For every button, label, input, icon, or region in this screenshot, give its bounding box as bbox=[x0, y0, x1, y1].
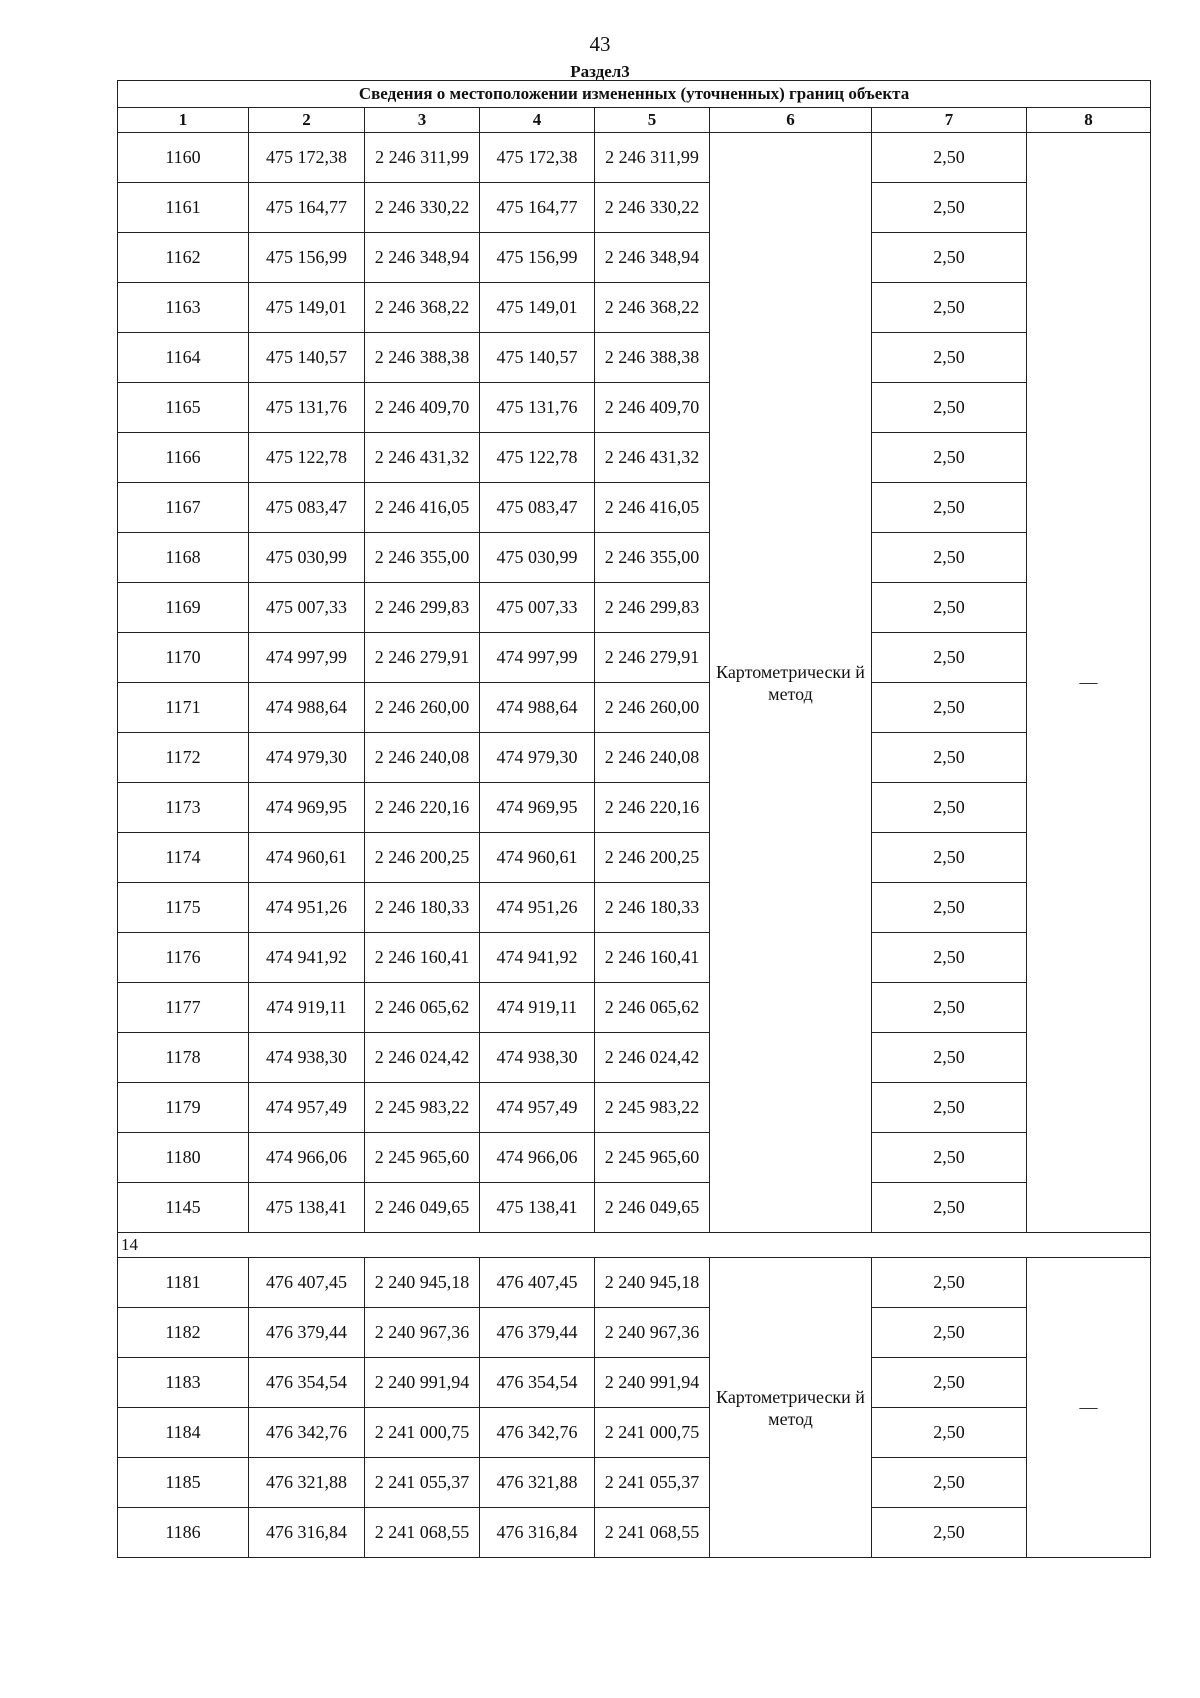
y-existing-cell: 2 246 431,32 bbox=[365, 433, 480, 483]
x-existing-cell: 474 938,30 bbox=[249, 1033, 365, 1083]
y-existing-cell: 2 246 409,70 bbox=[365, 383, 480, 433]
y-new-cell: 2 246 416,05 bbox=[595, 483, 710, 533]
accuracy-cell: 2,50 bbox=[872, 833, 1027, 883]
y-existing-cell: 2 240 945,18 bbox=[365, 1258, 480, 1308]
point-number-cell: 1161 bbox=[118, 183, 249, 233]
x-new-cell: 476 379,44 bbox=[480, 1308, 595, 1358]
method-cell: Картометрически й метод bbox=[710, 133, 872, 1233]
x-new-cell: 474 969,95 bbox=[480, 783, 595, 833]
x-existing-cell: 474 951,26 bbox=[249, 883, 365, 933]
y-existing-cell: 2 246 330,22 bbox=[365, 183, 480, 233]
accuracy-cell: 2,50 bbox=[872, 183, 1027, 233]
section-title: Раздел3 bbox=[570, 62, 630, 81]
y-existing-cell: 2 245 983,22 bbox=[365, 1083, 480, 1133]
x-existing-cell: 474 957,49 bbox=[249, 1083, 365, 1133]
x-existing-cell: 475 164,77 bbox=[249, 183, 365, 233]
y-existing-cell: 2 246 200,25 bbox=[365, 833, 480, 883]
point-number-cell: 1170 bbox=[118, 633, 249, 683]
y-new-cell: 2 246 348,94 bbox=[595, 233, 710, 283]
y-existing-cell: 2 246 260,00 bbox=[365, 683, 480, 733]
x-new-cell: 475 007,33 bbox=[480, 583, 595, 633]
description-cell: — bbox=[1027, 1258, 1151, 1558]
x-new-cell: 475 131,76 bbox=[480, 383, 595, 433]
y-new-cell: 2 241 000,75 bbox=[595, 1408, 710, 1458]
y-existing-cell: 2 246 355,00 bbox=[365, 533, 480, 583]
x-existing-cell: 475 156,99 bbox=[249, 233, 365, 283]
point-number-cell: 1177 bbox=[118, 983, 249, 1033]
y-new-cell: 2 246 065,62 bbox=[595, 983, 710, 1033]
table-row bbox=[118, 1458, 1151, 1508]
y-new-cell: 2 245 983,22 bbox=[595, 1083, 710, 1133]
y-existing-cell: 2 246 049,65 bbox=[365, 1183, 480, 1233]
x-new-cell: 475 140,57 bbox=[480, 333, 595, 383]
y-existing-cell: 2 246 024,42 bbox=[365, 1033, 480, 1083]
point-number-cell: 1168 bbox=[118, 533, 249, 583]
y-new-cell: 2 246 240,08 bbox=[595, 733, 710, 783]
accuracy-cell: 2,50 bbox=[872, 433, 1027, 483]
y-new-cell: 2 241 068,55 bbox=[595, 1508, 710, 1558]
x-new-cell: 474 941,92 bbox=[480, 933, 595, 983]
accuracy-cell: 2,50 bbox=[872, 1508, 1027, 1558]
y-existing-cell: 2 240 991,94 bbox=[365, 1358, 480, 1408]
y-new-cell: 2 240 945,18 bbox=[595, 1258, 710, 1308]
table-row bbox=[118, 283, 1151, 333]
x-new-cell: 474 960,61 bbox=[480, 833, 595, 883]
table-row bbox=[118, 583, 1151, 633]
accuracy-cell: 2,50 bbox=[872, 533, 1027, 583]
table-row bbox=[118, 983, 1151, 1033]
table-row bbox=[118, 883, 1151, 933]
x-existing-cell: 475 131,76 bbox=[249, 383, 365, 433]
point-number-cell: 1165 bbox=[118, 383, 249, 433]
column-number: 5 bbox=[595, 108, 710, 133]
column-number: 6 bbox=[710, 108, 872, 133]
group-label: 14 bbox=[118, 1233, 1151, 1258]
x-existing-cell: 476 321,88 bbox=[249, 1458, 365, 1508]
y-new-cell: 2 246 180,33 bbox=[595, 883, 710, 933]
accuracy-cell: 2,50 bbox=[872, 1183, 1027, 1233]
point-number-cell: 1182 bbox=[118, 1308, 249, 1358]
accuracy-cell: 2,50 bbox=[872, 1358, 1027, 1408]
accuracy-cell: 2,50 bbox=[872, 633, 1027, 683]
point-number-cell: 1183 bbox=[118, 1358, 249, 1408]
x-existing-cell: 474 979,30 bbox=[249, 733, 365, 783]
table-row bbox=[118, 183, 1151, 233]
y-existing-cell: 2 246 299,83 bbox=[365, 583, 480, 633]
accuracy-cell: 2,50 bbox=[872, 383, 1027, 433]
y-new-cell: 2 246 279,91 bbox=[595, 633, 710, 683]
column-number: 1 bbox=[118, 108, 249, 133]
accuracy-cell: 2,50 bbox=[872, 1133, 1027, 1183]
point-number-cell: 1169 bbox=[118, 583, 249, 633]
accuracy-cell: 2,50 bbox=[872, 1258, 1027, 1308]
x-new-cell: 474 979,30 bbox=[480, 733, 595, 783]
table-caption: Сведения о местоположении измененных (уточненных) границ объекта bbox=[118, 81, 1151, 108]
x-existing-cell: 475 122,78 bbox=[249, 433, 365, 483]
y-new-cell: 2 246 388,38 bbox=[595, 333, 710, 383]
table-row bbox=[118, 333, 1151, 383]
x-new-cell: 475 156,99 bbox=[480, 233, 595, 283]
y-existing-cell: 2 240 967,36 bbox=[365, 1308, 480, 1358]
point-number-cell: 1163 bbox=[118, 283, 249, 333]
x-existing-cell: 475 140,57 bbox=[249, 333, 365, 383]
table-row bbox=[118, 833, 1151, 883]
point-number-cell: 1181 bbox=[118, 1258, 249, 1308]
x-new-cell: 475 164,77 bbox=[480, 183, 595, 233]
group-label-row bbox=[118, 1233, 1151, 1258]
y-existing-cell: 2 246 065,62 bbox=[365, 983, 480, 1033]
accuracy-cell: 2,50 bbox=[872, 983, 1027, 1033]
accuracy-cell: 2,50 bbox=[872, 733, 1027, 783]
y-new-cell: 2 246 049,65 bbox=[595, 1183, 710, 1233]
x-existing-cell: 476 354,54 bbox=[249, 1358, 365, 1408]
table-row bbox=[118, 1133, 1151, 1183]
table-row bbox=[118, 1258, 1151, 1308]
y-new-cell: 2 246 409,70 bbox=[595, 383, 710, 433]
coordinates-table bbox=[117, 80, 1151, 1558]
x-existing-cell: 474 960,61 bbox=[249, 833, 365, 883]
table-row bbox=[118, 1408, 1151, 1458]
point-number-cell: 1178 bbox=[118, 1033, 249, 1083]
y-new-cell: 2 246 355,00 bbox=[595, 533, 710, 583]
x-new-cell: 474 957,49 bbox=[480, 1083, 595, 1133]
accuracy-cell: 2,50 bbox=[872, 1308, 1027, 1358]
x-new-cell: 474 966,06 bbox=[480, 1133, 595, 1183]
table-row bbox=[118, 133, 1151, 183]
x-new-cell: 475 149,01 bbox=[480, 283, 595, 333]
x-existing-cell: 475 030,99 bbox=[249, 533, 365, 583]
point-number-cell: 1176 bbox=[118, 933, 249, 983]
y-new-cell: 2 245 965,60 bbox=[595, 1133, 710, 1183]
point-number-cell: 1180 bbox=[118, 1133, 249, 1183]
y-existing-cell: 2 246 311,99 bbox=[365, 133, 480, 183]
table-row bbox=[118, 483, 1151, 533]
point-number-cell: 1166 bbox=[118, 433, 249, 483]
x-existing-cell: 474 919,11 bbox=[249, 983, 365, 1033]
point-number-cell: 1162 bbox=[118, 233, 249, 283]
y-new-cell: 2 246 220,16 bbox=[595, 783, 710, 833]
y-new-cell: 2 240 991,94 bbox=[595, 1358, 710, 1408]
accuracy-cell: 2,50 bbox=[872, 783, 1027, 833]
x-existing-cell: 474 988,64 bbox=[249, 683, 365, 733]
y-existing-cell: 2 246 160,41 bbox=[365, 933, 480, 983]
y-new-cell: 2 246 024,42 bbox=[595, 1033, 710, 1083]
accuracy-cell: 2,50 bbox=[872, 683, 1027, 733]
accuracy-cell: 2,50 bbox=[872, 1083, 1027, 1133]
y-existing-cell: 2 246 180,33 bbox=[365, 883, 480, 933]
y-existing-cell: 2 246 240,08 bbox=[365, 733, 480, 783]
column-number: 3 bbox=[365, 108, 480, 133]
x-existing-cell: 474 969,95 bbox=[249, 783, 365, 833]
x-existing-cell: 475 172,38 bbox=[249, 133, 365, 183]
x-new-cell: 475 138,41 bbox=[480, 1183, 595, 1233]
y-existing-cell: 2 241 068,55 bbox=[365, 1508, 480, 1558]
point-number-cell: 1167 bbox=[118, 483, 249, 533]
y-existing-cell: 2 246 368,22 bbox=[365, 283, 480, 333]
y-existing-cell: 2 246 388,38 bbox=[365, 333, 480, 383]
x-existing-cell: 476 407,45 bbox=[249, 1258, 365, 1308]
table-row bbox=[118, 1033, 1151, 1083]
accuracy-cell: 2,50 bbox=[872, 583, 1027, 633]
accuracy-cell: 2,50 bbox=[872, 333, 1027, 383]
x-new-cell: 476 354,54 bbox=[480, 1358, 595, 1408]
point-number-cell: 1171 bbox=[118, 683, 249, 733]
accuracy-cell: 2,50 bbox=[872, 283, 1027, 333]
method-cell: Картометрически й метод bbox=[710, 1258, 872, 1558]
accuracy-cell: 2,50 bbox=[872, 1408, 1027, 1458]
y-existing-cell: 2 246 279,91 bbox=[365, 633, 480, 683]
point-number-cell: 1173 bbox=[118, 783, 249, 833]
column-number-row bbox=[118, 108, 1151, 133]
point-number-cell: 1160 bbox=[118, 133, 249, 183]
point-number-cell: 1172 bbox=[118, 733, 249, 783]
table-row bbox=[118, 783, 1151, 833]
accuracy-cell: 2,50 bbox=[872, 483, 1027, 533]
table-row bbox=[118, 733, 1151, 783]
x-new-cell: 476 342,76 bbox=[480, 1408, 595, 1458]
description-cell: — bbox=[1027, 133, 1151, 1233]
x-new-cell: 475 172,38 bbox=[480, 133, 595, 183]
x-new-cell: 475 122,78 bbox=[480, 433, 595, 483]
page-number: 43 bbox=[589, 32, 611, 56]
table-row bbox=[118, 1358, 1151, 1408]
point-number-cell: 1184 bbox=[118, 1408, 249, 1458]
y-existing-cell: 2 246 348,94 bbox=[365, 233, 480, 283]
table-row bbox=[118, 1308, 1151, 1358]
x-existing-cell: 474 941,92 bbox=[249, 933, 365, 983]
y-existing-cell: 2 245 965,60 bbox=[365, 1133, 480, 1183]
y-new-cell: 2 241 055,37 bbox=[595, 1458, 710, 1508]
x-existing-cell: 475 083,47 bbox=[249, 483, 365, 533]
table-body bbox=[118, 133, 1151, 1558]
column-number: 8 bbox=[1027, 108, 1151, 133]
x-existing-cell: 474 997,99 bbox=[249, 633, 365, 683]
table-row bbox=[118, 933, 1151, 983]
table-row bbox=[118, 633, 1151, 683]
accuracy-cell: 2,50 bbox=[872, 933, 1027, 983]
table-row bbox=[118, 433, 1151, 483]
y-new-cell: 2 240 967,36 bbox=[595, 1308, 710, 1358]
x-new-cell: 474 988,64 bbox=[480, 683, 595, 733]
point-number-cell: 1186 bbox=[118, 1508, 249, 1558]
x-existing-cell: 475 138,41 bbox=[249, 1183, 365, 1233]
x-existing-cell: 476 342,76 bbox=[249, 1408, 365, 1458]
y-new-cell: 2 246 160,41 bbox=[595, 933, 710, 983]
y-new-cell: 2 246 260,00 bbox=[595, 683, 710, 733]
y-new-cell: 2 246 330,22 bbox=[595, 183, 710, 233]
y-existing-cell: 2 241 055,37 bbox=[365, 1458, 480, 1508]
table-row bbox=[118, 383, 1151, 433]
point-number-cell: 1145 bbox=[118, 1183, 249, 1233]
x-new-cell: 474 919,11 bbox=[480, 983, 595, 1033]
table-row bbox=[118, 1083, 1151, 1133]
y-existing-cell: 2 246 220,16 bbox=[365, 783, 480, 833]
table-row bbox=[118, 533, 1151, 583]
point-number-cell: 1179 bbox=[118, 1083, 249, 1133]
x-new-cell: 474 951,26 bbox=[480, 883, 595, 933]
column-number: 4 bbox=[480, 108, 595, 133]
accuracy-cell: 2,50 bbox=[872, 133, 1027, 183]
x-existing-cell: 474 966,06 bbox=[249, 1133, 365, 1183]
x-existing-cell: 475 007,33 bbox=[249, 583, 365, 633]
x-new-cell: 475 030,99 bbox=[480, 533, 595, 583]
x-new-cell: 476 321,88 bbox=[480, 1458, 595, 1508]
y-new-cell: 2 246 311,99 bbox=[595, 133, 710, 183]
y-existing-cell: 2 241 000,75 bbox=[365, 1408, 480, 1458]
y-new-cell: 2 246 431,32 bbox=[595, 433, 710, 483]
y-new-cell: 2 246 368,22 bbox=[595, 283, 710, 333]
y-existing-cell: 2 246 416,05 bbox=[365, 483, 480, 533]
accuracy-cell: 2,50 bbox=[872, 883, 1027, 933]
x-existing-cell: 476 316,84 bbox=[249, 1508, 365, 1558]
point-number-cell: 1164 bbox=[118, 333, 249, 383]
x-existing-cell: 476 379,44 bbox=[249, 1308, 365, 1358]
table-row bbox=[118, 683, 1151, 733]
accuracy-cell: 2,50 bbox=[872, 233, 1027, 283]
x-existing-cell: 475 149,01 bbox=[249, 283, 365, 333]
point-number-cell: 1175 bbox=[118, 883, 249, 933]
accuracy-cell: 2,50 bbox=[872, 1458, 1027, 1508]
x-new-cell: 475 083,47 bbox=[480, 483, 595, 533]
table-row bbox=[118, 1508, 1151, 1558]
y-new-cell: 2 246 299,83 bbox=[595, 583, 710, 633]
x-new-cell: 476 407,45 bbox=[480, 1258, 595, 1308]
accuracy-cell: 2,50 bbox=[872, 1033, 1027, 1083]
x-new-cell: 474 997,99 bbox=[480, 633, 595, 683]
y-new-cell: 2 246 200,25 bbox=[595, 833, 710, 883]
table-row bbox=[118, 1183, 1151, 1233]
point-number-cell: 1174 bbox=[118, 833, 249, 883]
x-new-cell: 476 316,84 bbox=[480, 1508, 595, 1558]
column-number: 2 bbox=[249, 108, 365, 133]
table-row bbox=[118, 233, 1151, 283]
x-new-cell: 474 938,30 bbox=[480, 1033, 595, 1083]
point-number-cell: 1185 bbox=[118, 1458, 249, 1508]
column-number: 7 bbox=[872, 108, 1027, 133]
